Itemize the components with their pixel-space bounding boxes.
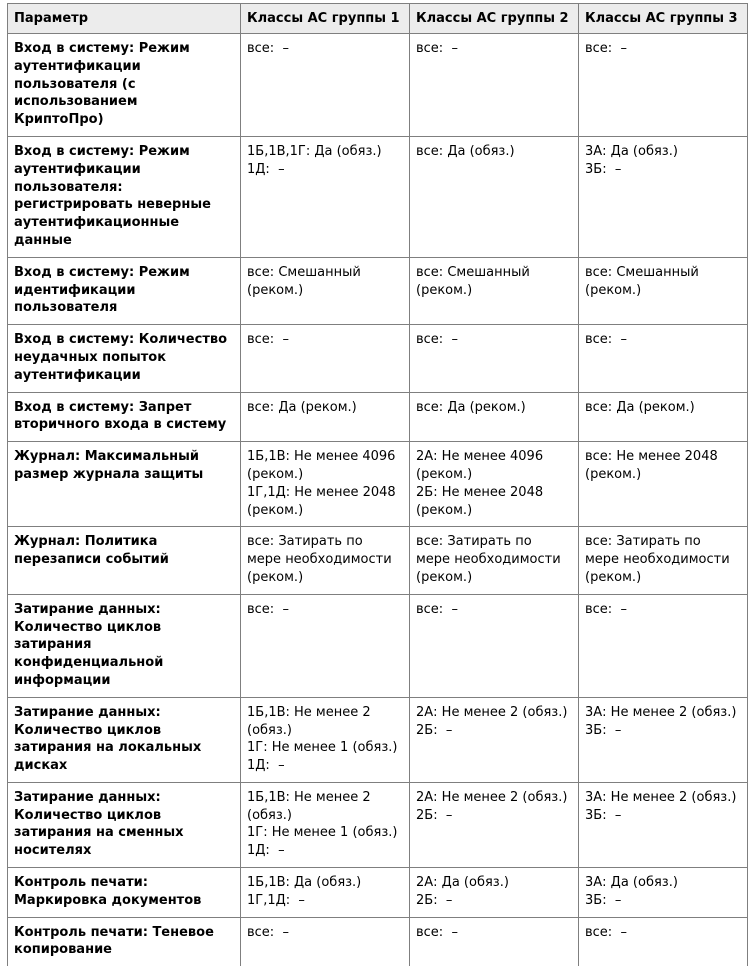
cell-text-line: все: – (247, 924, 404, 942)
cell-text-line: все: Смешанный (416, 264, 573, 282)
table-row (8, 527, 748, 594)
cell-text-line: Вход в систему: Режим (14, 264, 235, 282)
group-1-cell (241, 697, 410, 782)
cell-text-line: аутентификации (14, 161, 235, 179)
cell-text-line: копирование (14, 941, 235, 959)
cell-text-line: 3А: Не менее 2 (обяз.) (585, 789, 742, 807)
cell-text-line: Количество циклов (14, 807, 235, 825)
cell-text-line: 3Б: – (585, 722, 742, 740)
cell-text-line: (реком.) (416, 569, 573, 587)
cell-text-line: вторичного входа в систему (14, 416, 235, 434)
parameter-cell (8, 782, 241, 867)
cell-text-line: Маркировка документов (14, 892, 235, 910)
cell-text-line: 1Б,1В: Не менее 4096 (247, 448, 404, 466)
cell-text-line: Контроль печати: (14, 874, 235, 892)
cell-text-line: Затирание данных: (14, 601, 235, 619)
header-group-1: Классы АС группы 1 (241, 4, 410, 34)
cell-text-line: 1Г: Не менее 1 (обяз.) (247, 824, 404, 842)
group-1-cell (241, 782, 410, 867)
cell-text-line: все: Затирать по (416, 533, 573, 551)
cell-text-line: 1Д: – (247, 757, 404, 775)
cell-text-line: (реком.) (416, 502, 573, 520)
cell-text-line: Контроль печати: Теневое (14, 924, 235, 942)
group-2-cell (410, 917, 579, 966)
group-1-cell (241, 325, 410, 392)
cell-text-line: все: Затирать по (247, 533, 404, 551)
cell-text-line: 3Б: – (585, 892, 742, 910)
parameter-cell (8, 527, 241, 594)
group-1-cell (241, 868, 410, 918)
cell-text-line: 3А: Да (обяз.) (585, 143, 742, 161)
cell-text-line: 2Б: – (416, 807, 573, 825)
table-row (8, 868, 748, 918)
cell-text-line: (реком.) (247, 569, 404, 587)
cell-text-line: все: – (416, 924, 573, 942)
cell-text-line: (реком.) (416, 466, 573, 484)
group-1-cell (241, 136, 410, 257)
cell-text-line: 1Б,1В,1Г: Да (обяз.) (247, 143, 404, 161)
cell-text-line: 1Г,1Д: Не менее 2048 (247, 484, 404, 502)
table-row (8, 442, 748, 527)
cell-text-line: все: Смешанный (585, 264, 742, 282)
group-2-cell (410, 392, 579, 442)
cell-text-line: дисках (14, 757, 235, 775)
cell-text-line: 2А: Да (обяз.) (416, 874, 573, 892)
cell-text-line: все: – (416, 40, 573, 58)
cell-text-line: 2Б: – (416, 722, 573, 740)
table-row (8, 392, 748, 442)
cell-text-line: затирания на локальных (14, 739, 235, 757)
group-3-cell (579, 257, 748, 324)
cell-text-line: 2А: Не менее 4096 (416, 448, 573, 466)
cell-text-line: все: – (416, 331, 573, 349)
cell-text-line: информации (14, 672, 235, 690)
cell-text-line: все: – (247, 331, 404, 349)
cell-text-line: затирания (14, 636, 235, 654)
group-1-cell (241, 594, 410, 697)
cell-text-line: Количество циклов (14, 619, 235, 637)
table-row (8, 34, 748, 137)
cell-text-line: (реком.) (585, 282, 742, 300)
parameter-cell (8, 697, 241, 782)
group-1-cell (241, 257, 410, 324)
group-2-cell (410, 257, 579, 324)
cell-text-line: конфиденциальной (14, 654, 235, 672)
cell-text-line: Журнал: Политика (14, 533, 235, 551)
group-1-cell (241, 917, 410, 966)
cell-text-line: 1Г,1Д: – (247, 892, 404, 910)
cell-text-line: мере необходимости (585, 551, 742, 569)
table-header-row (8, 4, 748, 34)
group-2-cell (410, 442, 579, 527)
cell-text-line: Вход в систему: Запрет (14, 399, 235, 417)
cell-text-line: все: Смешанный (247, 264, 404, 282)
cell-text-line: 1Д: – (247, 842, 404, 860)
table-row (8, 917, 748, 966)
table-row (8, 594, 748, 697)
cell-text-line: 1Г: Не менее 1 (обяз.) (247, 739, 404, 757)
table-row (8, 136, 748, 257)
group-1-cell (241, 34, 410, 137)
cell-text-line: все: – (247, 40, 404, 58)
cell-text-line: (реком.) (416, 282, 573, 300)
cell-text-line: 1Б,1В: Не менее 2 (247, 789, 404, 807)
parameter-cell (8, 917, 241, 966)
parameter-cell (8, 868, 241, 918)
group-2-cell (410, 868, 579, 918)
group-3-cell (579, 392, 748, 442)
cell-text-line: 2Б: – (416, 892, 573, 910)
cell-text-line: перезаписи событий (14, 551, 235, 569)
group-3-cell (579, 442, 748, 527)
group-3-cell (579, 782, 748, 867)
group-1-cell (241, 442, 410, 527)
cell-text-line: Вход в систему: Режим (14, 143, 235, 161)
cell-text-line: Затирание данных: (14, 704, 235, 722)
cell-text-line: все: Не менее 2048 (585, 448, 742, 466)
cell-text-line: все: – (585, 40, 742, 58)
cell-text-line: все: Затирать по (585, 533, 742, 551)
table-body (8, 34, 748, 966)
group-3-cell (579, 594, 748, 697)
cell-text-line: Вход в систему: Режим (14, 40, 235, 58)
header-group-3: Классы АС группы 3 (579, 4, 748, 34)
parameter-cell (8, 442, 241, 527)
cell-text-line: аутентификации (14, 367, 235, 385)
cell-text-line: все: – (585, 601, 742, 619)
cell-text-line: регистрировать неверные (14, 196, 235, 214)
cell-text-line: все: Да (обяз.) (416, 143, 573, 161)
table-row (8, 782, 748, 867)
cell-text-line: КриптоПро) (14, 111, 235, 129)
cell-text-line: пользователя: (14, 179, 235, 197)
parameter-cell (8, 34, 241, 137)
cell-text-line: пользователя (с (14, 76, 235, 94)
cell-text-line: идентификации (14, 282, 235, 300)
cell-text-line: (реком.) (247, 502, 404, 520)
parameter-cell (8, 136, 241, 257)
cell-text-line: Журнал: Максимальный (14, 448, 235, 466)
parameter-cell (8, 325, 241, 392)
cell-text-line: все: – (416, 601, 573, 619)
cell-text-line: 1Б,1В: Да (обяз.) (247, 874, 404, 892)
cell-text-line: данные (14, 232, 235, 250)
cell-text-line: 1Б,1В: Не менее 2 (247, 704, 404, 722)
group-2-cell (410, 782, 579, 867)
header-parameter: Параметр (8, 4, 241, 34)
cell-text-line: (обяз.) (247, 807, 404, 825)
cell-text-line: размер журнала защиты (14, 466, 235, 484)
cell-text-line: (реком.) (585, 466, 742, 484)
parameter-cell (8, 594, 241, 697)
cell-text-line: 2Б: Не менее 2048 (416, 484, 573, 502)
group-2-cell (410, 594, 579, 697)
cell-text-line: мере необходимости (247, 551, 404, 569)
cell-text-line: (обяз.) (247, 722, 404, 740)
cell-text-line: все: Да (реком.) (585, 399, 742, 417)
cell-text-line: аутентификации (14, 58, 235, 76)
cell-text-line: 3Б: – (585, 161, 742, 179)
group-1-cell (241, 392, 410, 442)
cell-text-line: Количество циклов (14, 722, 235, 740)
cell-text-line: 3А: Да (обяз.) (585, 874, 742, 892)
group-2-cell (410, 325, 579, 392)
cell-text-line: все: Да (реком.) (416, 399, 573, 417)
cell-text-line: (реком.) (247, 282, 404, 300)
cell-text-line: носителях (14, 842, 235, 860)
cell-text-line: 2А: Не менее 2 (обяз.) (416, 704, 573, 722)
group-2-cell (410, 136, 579, 257)
group-3-cell (579, 697, 748, 782)
cell-text-line: затирания на сменных (14, 824, 235, 842)
cell-text-line: все: – (585, 331, 742, 349)
parameters-table (7, 3, 748, 966)
cell-text-line: 3Б: – (585, 807, 742, 825)
cell-text-line: 3А: Не менее 2 (обяз.) (585, 704, 742, 722)
group-2-cell (410, 527, 579, 594)
group-3-cell (579, 917, 748, 966)
table-row (8, 257, 748, 324)
cell-text-line: все: – (247, 601, 404, 619)
cell-text-line: (реком.) (585, 569, 742, 587)
group-3-cell (579, 136, 748, 257)
cell-text-line: все: Да (реком.) (247, 399, 404, 417)
cell-text-line: пользователя (14, 299, 235, 317)
group-1-cell (241, 527, 410, 594)
cell-text-line: неудачных попыток (14, 349, 235, 367)
cell-text-line: Вход в систему: Количество (14, 331, 235, 349)
cell-text-line: мере необходимости (416, 551, 573, 569)
group-2-cell (410, 697, 579, 782)
group-2-cell (410, 34, 579, 137)
parameter-cell (8, 257, 241, 324)
group-3-cell (579, 34, 748, 137)
cell-text-line: все: – (585, 924, 742, 942)
cell-text-line: 2А: Не менее 2 (обяз.) (416, 789, 573, 807)
cell-text-line: использованием (14, 93, 235, 111)
group-3-cell (579, 868, 748, 918)
parameter-cell (8, 392, 241, 442)
cell-text-line: 1Д: – (247, 161, 404, 179)
table-row (8, 697, 748, 782)
cell-text-line: аутентификационные (14, 214, 235, 232)
table-row (8, 325, 748, 392)
group-3-cell (579, 527, 748, 594)
cell-text-line: (реком.) (247, 466, 404, 484)
cell-text-line: Затирание данных: (14, 789, 235, 807)
group-3-cell (579, 325, 748, 392)
header-group-2: Классы АС группы 2 (410, 4, 579, 34)
